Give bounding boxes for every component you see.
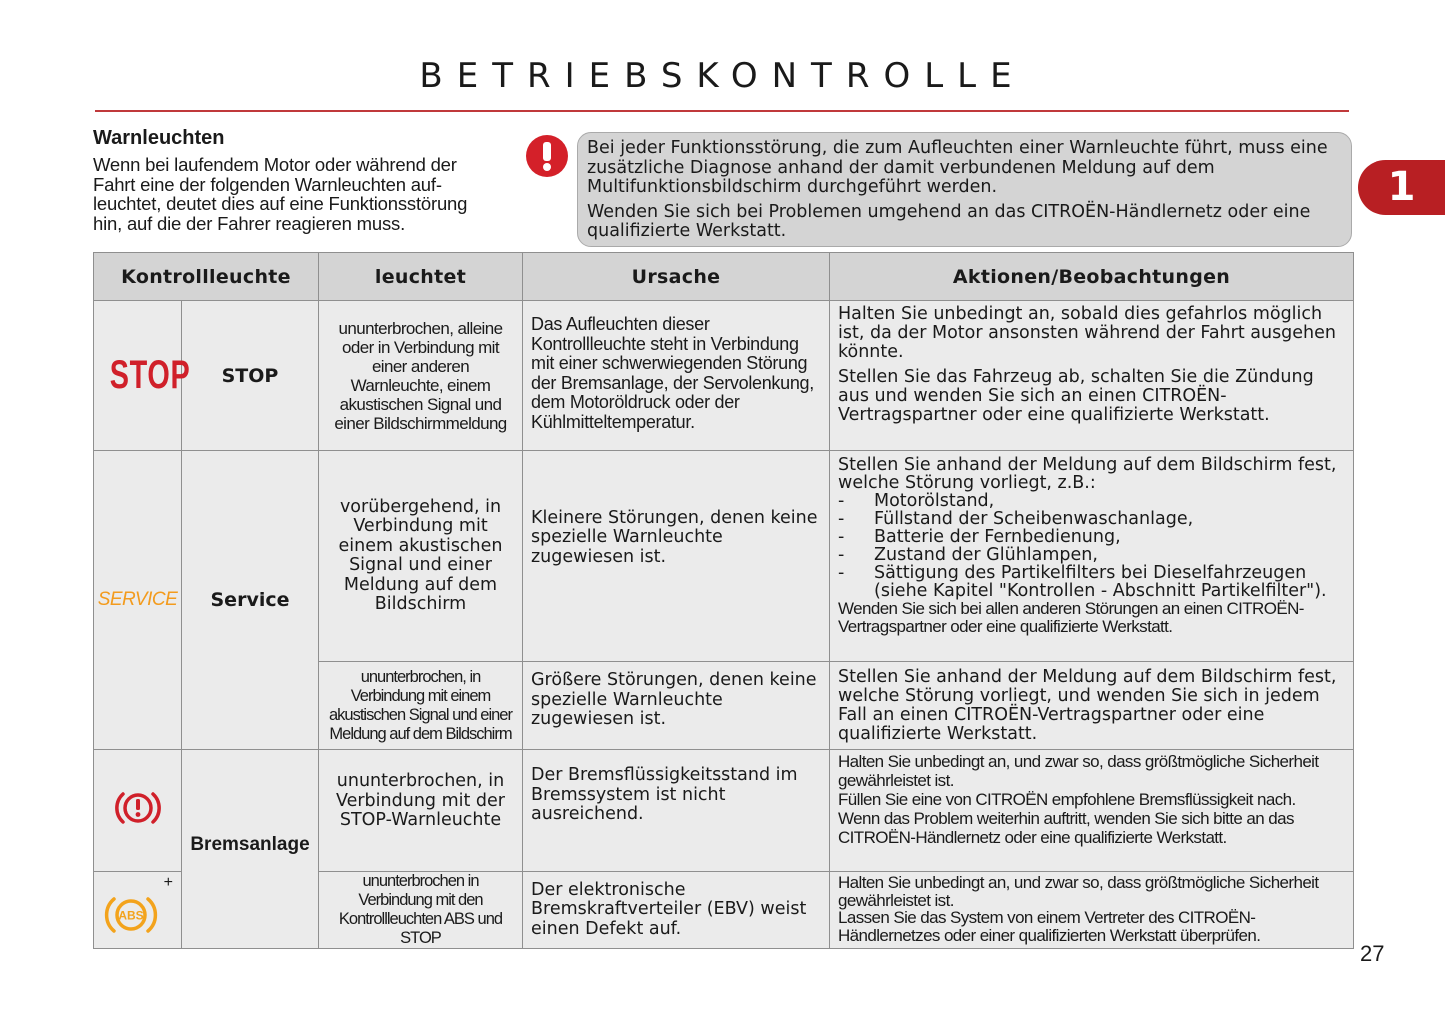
cause-text: Kleinere Störungen, denen keine spezielle Warnleuchte zugewiesen ist. xyxy=(531,507,818,567)
action-cell xyxy=(830,301,1354,451)
page-title: BETRIEBSKONTROLLE xyxy=(419,56,1026,96)
lights-cell: vorübergehend, in Verbindung mit einem akustischen Signal und einer Meldung auf dem Bildschirm xyxy=(319,451,523,662)
column-header: Aktionen/Beobachtungen xyxy=(830,253,1354,301)
section-heading: Warnleuchten xyxy=(93,127,225,149)
service-icon-cell xyxy=(94,451,182,750)
plus-label: + xyxy=(163,874,173,891)
note-paragraph-1: Bei jeder Funktionsstörung, die zum Aufleuchten einer Warnleuchte führt, muss eine zusätzliche Diagnose anhand der damit verbundenen Meldung auf dem Multifunktionsbildschirm durchgeführt werden. xyxy=(587,138,1328,197)
warning-note xyxy=(577,132,1352,247)
exclamation-icon xyxy=(525,134,569,178)
cause-cell xyxy=(523,872,830,949)
page-number: 27 xyxy=(1360,941,1385,966)
list-item: - Zustand der Glühlampen, xyxy=(838,546,1345,564)
table-row xyxy=(94,301,1354,451)
lights-cell: ununterbrochen, in Verbindung mit einem akustischen Signal und einer Meldung auf dem Bildschirm xyxy=(319,662,523,750)
brake-warning-icon xyxy=(113,788,163,828)
action-text: Wenn das Problem weiterhin auftritt, wenden Sie sich bitte an das CITROËN-Händlernetz oder eine qualifizierte Werkstatt. xyxy=(838,809,1294,847)
action-text: Halten Sie unbedingt an, und zwar so, dass größtmögliche Sicherheit gewährleistet ist. xyxy=(838,752,1319,790)
action-cell xyxy=(830,750,1354,872)
chapter-tab[interactable]: 1 xyxy=(1358,160,1445,215)
lamp-name: STOP xyxy=(182,301,319,451)
note-paragraph-2: Wenden Sie sich bei Problemen umgehend an das CITROËN-Händlernetz oder eine qualifizierte Werkstatt. xyxy=(587,201,1311,241)
intro-text: Wenn bei laufendem Motor oder während der Fahrt eine der folgenden Warnleuchten auf-leuchtet, deutet dies auf eine Funktionsstörung hin, auf die der Fahrer reagieren muss. xyxy=(93,154,468,234)
cause-text: Das Aufleuchten dieser Kontrollleuchte steht in Verbindung mit einer schwerwiegenden Störung der Bremsanlage, der Servolenkung, dem Motoröldruck oder der Kühlmitteltemperatur. xyxy=(531,314,814,432)
table-row xyxy=(94,750,1354,872)
list-item: - Füllstand der Scheibenwaschanlage, xyxy=(838,510,1345,528)
abs-warning-icon xyxy=(100,890,162,940)
action-text: Füllen Sie eine von CITROËN empfohlene Bremsflüssigkeit nach. xyxy=(838,790,1296,809)
stop-icon-cell xyxy=(94,301,191,451)
lights-cell: ununterbrochen, in Verbindung mit der STOP-Warnleuchte xyxy=(319,750,523,872)
cause-text: Größere Störungen, denen keine spezielle Warnleuchte zugewiesen ist. xyxy=(531,670,817,730)
list-item: - Batterie der Fernbedienung, xyxy=(838,528,1345,546)
column-header: Kontrollleuchte xyxy=(94,253,319,301)
stop-icon: STOP xyxy=(109,353,191,397)
action-bullet-list xyxy=(838,492,1345,600)
cause-cell xyxy=(523,301,830,451)
list-item: - Sättigung des Partikelfilters bei Dieselfahrzeugen (siehe Kapitel "Kontrollen - Abschnitt Partikelfilter"). xyxy=(838,564,1345,600)
list-item: - Motorölstand, xyxy=(838,492,1345,510)
lamp-name-text: Bremsanlage xyxy=(190,834,310,855)
lamp-name: Service xyxy=(182,451,319,750)
abs-icon-cell xyxy=(94,872,182,949)
cause-cell xyxy=(523,451,830,662)
table-row xyxy=(94,451,1354,662)
action-text: Lassen Sie das System von einem Vertreter des CITROËN-Händlernetzes oder einer qualifizierten Werkstatt überprüfen. xyxy=(838,908,1261,945)
abs-label: ABS xyxy=(118,908,144,923)
service-icon: SERVICE xyxy=(97,589,178,610)
action-text: Stellen Sie anhand der Meldung auf dem Bildschirm fest, welche Störung vorliegt, z.B.: xyxy=(838,455,1337,493)
cause-cell xyxy=(523,662,830,750)
warning-lights-table xyxy=(93,252,1354,949)
column-header: Ursache xyxy=(523,253,830,301)
lamp-name xyxy=(182,750,319,949)
cause-text: Der Bremsflüssigkeitsstand im Bremssystem ist nicht ausreichend. xyxy=(531,765,798,825)
action-text: Stellen Sie das Fahrzeug ab, schalten Sie die Zündung aus und wenden Sie sich an einen CITROËN-Vertragspartner oder eine qualifizierte Werkstatt. xyxy=(838,367,1314,425)
column-header: leuchtet xyxy=(319,253,523,301)
lights-cell: ununterbrochen in Verbindung mit den Kontrollleuchten ABS und STOP xyxy=(319,872,523,949)
table-header-row xyxy=(94,253,1354,301)
lights-cell: ununterbrochen, alleine oder in Verbindung mit einer anderen Warnleuchte, einem akustischen Signal und einer Bildschirmmeldung xyxy=(319,301,523,451)
action-text: Wenden Sie sich bei allen anderen Störungen an einen CITROËN-Vertragspartner oder eine qualifizierte Werkstatt. xyxy=(838,599,1304,636)
cause-text: Der elektronische Bremskraftverteiler (EBV) weist einen Defekt auf. xyxy=(531,879,807,939)
brake-icon-cell xyxy=(94,750,182,872)
action-text: Stellen Sie anhand der Meldung auf dem Bildschirm fest, welche Störung vorliegt, und wenden Sie sich in jedem Fall an einen CITROËN-Vertragspartner oder eine qualifizierte Werkstatt. xyxy=(838,666,1337,744)
action-cell xyxy=(830,451,1354,662)
action-cell xyxy=(830,662,1354,750)
action-text: Halten Sie unbedingt an, und zwar so, dass größtmögliche Sicherheit gewährleistet ist. xyxy=(838,873,1319,910)
action-text: Halten Sie unbedingt an, sobald dies gefahrlos möglich ist, da der Motor ansonsten während der Fahrt ausgehen könnte. xyxy=(838,304,1337,362)
cause-cell xyxy=(523,750,830,872)
title-divider xyxy=(95,110,1349,112)
action-cell xyxy=(830,872,1354,949)
